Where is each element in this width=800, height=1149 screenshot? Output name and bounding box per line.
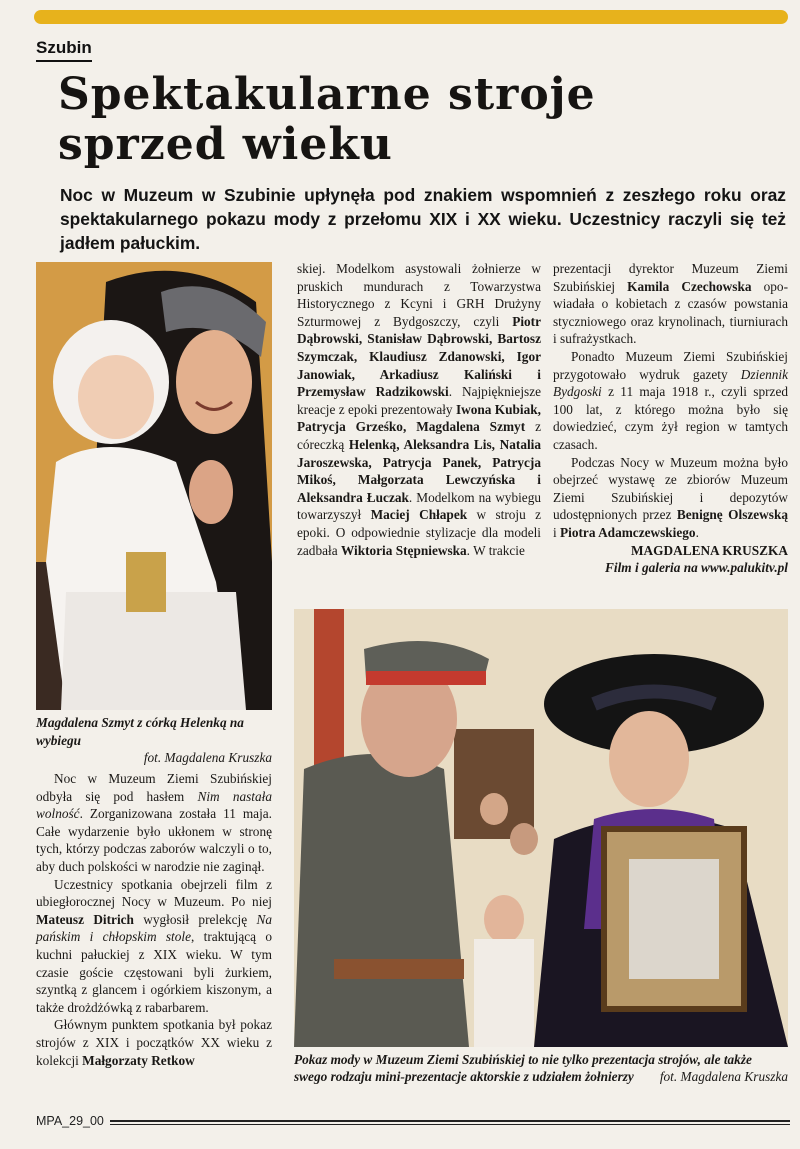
article-lead: Noc w Muzeum w Szubinie upłynęła pod znakiem wspomnień z zeszłego roku oraz spektakularnego pokazu mody z przełomu XIX i XX wieku. Uczestnicy raczyli się też jadłem pałuckim. [60, 185, 786, 253]
photo1-caption [36, 714, 272, 767]
photo1-credit: fot. Magdalena Kruszka [143, 750, 272, 766]
title-line-1: Spektakularne stroje [58, 69, 596, 120]
author-signature: MAGDALENA KRUSZKA [631, 542, 788, 558]
column3-paragraph-3: Podczas Nocy w Muzeum można było obejrzeć wystawę ze zbiorów Muzeum Ziemi Szubińskiej i depozytów udostępnionych przez Benignę Olszewską i Piotra Adamczewskiego. [553, 454, 789, 540]
gallery-link[interactable]: Film i galeria na www.palukitv.pl [605, 560, 788, 576]
photo2-credit: fot. Magdalena Kruszka [659, 1069, 788, 1085]
article-title [58, 70, 758, 170]
column3-paragraph-2: Ponadto Muzeum Ziemi Szubińskiej przygotowało wydruk gazety Dziennik Bydgoski z 11 maja 1918 r., czyli sprzed 100 lat, z którego można było się dowiedzieć, czym żył region w tamtych czasach. [553, 348, 788, 452]
text-column-1 [36, 770, 272, 1069]
page-code: MPA_29_00 [36, 1114, 104, 1128]
column3-paragraph-1: prezentacji dyrektor Muzeum Ziemi Szubińskiej Kamila Czechowska opowiadała o kobietach z czasów powstania styczniowego oraz krynolinach, tiurniurach i sufrażystkach. [553, 261, 788, 347]
photo-fashion-show-illustration [294, 609, 788, 1047]
column2-paragraph: skiej. Modelkom asystowali żołnierze w pruskich mundurach z Towarzystwa Historycznego z Kcyni i GRH Drużyny Szturmowej z Bydgoszczy, czyli Piotr Dąbrowski, Stanisław Dąbrowski, Bartosz Szymczak, Klaudiusz Zdanowski, Igor Janowiak, Arkadiusz Kaliński i Przemysław Radzikowski. Najpiękniejsze kreacje z epoki prezentowały Iwona Kubiak, Patrycja Grześko, Magdalena Szmyt z córeczką Helenką, Aleksandra Lis, Natalia Jaroszewska, Patrycja Panek, Patrycja Mikoś, Małgorzata Lewczyńska i Aleksandra Łuczak. Modelkom na wybiegu towarzyszył Maciej Chłapek w stroju z epoki. O odpowiednie stylizacje dla modeli zadbała Wiktoria Stępniewska. W trakcie [297, 261, 542, 558]
page-footer [36, 1116, 790, 1130]
photo-fashion-show [294, 609, 788, 1047]
text-column-2 [297, 260, 541, 559]
photo-mother-and-daughter [36, 262, 272, 710]
column1-paragraph-3: Głównym punktem spotkania był pokaz strojów z XIX i początków XX wieku z kolekcji Małgorzaty Retkow [36, 1017, 272, 1068]
photo-mother-and-daughter-illustration [36, 262, 272, 710]
column1-paragraph-2: Uczestnicy spotkania obejrzeli film z ubiegłorocznej Nocy w Muzeum. Po niej Mateusz Ditrich wygłosił prelekcję Na pańskim i chłopskim stole, traktującą o kuchni pałuckiej z XIX wieku. W tym czasie goście częstowani byli żurkiem, szyntką z glancem i ogórkiem kiszonym, a także drożdżówką z rabarbarem. [36, 876, 272, 1015]
text-column-3 [553, 260, 788, 577]
column1-paragraph-1: Noc w Muzeum Ziemi Szubińskiej odbyła się pod hasłem Nim nastała wolność. Zorganizowana została 11 maja. Całe wydarzenie było ukłonem w stronę tych, którzy podczas zaborów walczyli o to, aby duch polskości w narodzie nie zaginął. [36, 771, 272, 874]
title-line-2: sprzed wieku [58, 119, 393, 170]
photo2-caption [294, 1051, 788, 1086]
section-label: Szubin [36, 38, 92, 62]
photo2-caption-text: Pokaz mody w Muzeum Ziemi Szubińskiej to nie tylko prezentacja strojów, ale także swego rodzaju mini-prezentacje aktorskie z udziałem żołnierzy [294, 1052, 752, 1085]
accent-bar [34, 10, 788, 24]
footer-rule [110, 1120, 790, 1125]
photo1-caption-text: Magdalena Szmyt z córką Helenką na wybiegu [36, 715, 244, 748]
